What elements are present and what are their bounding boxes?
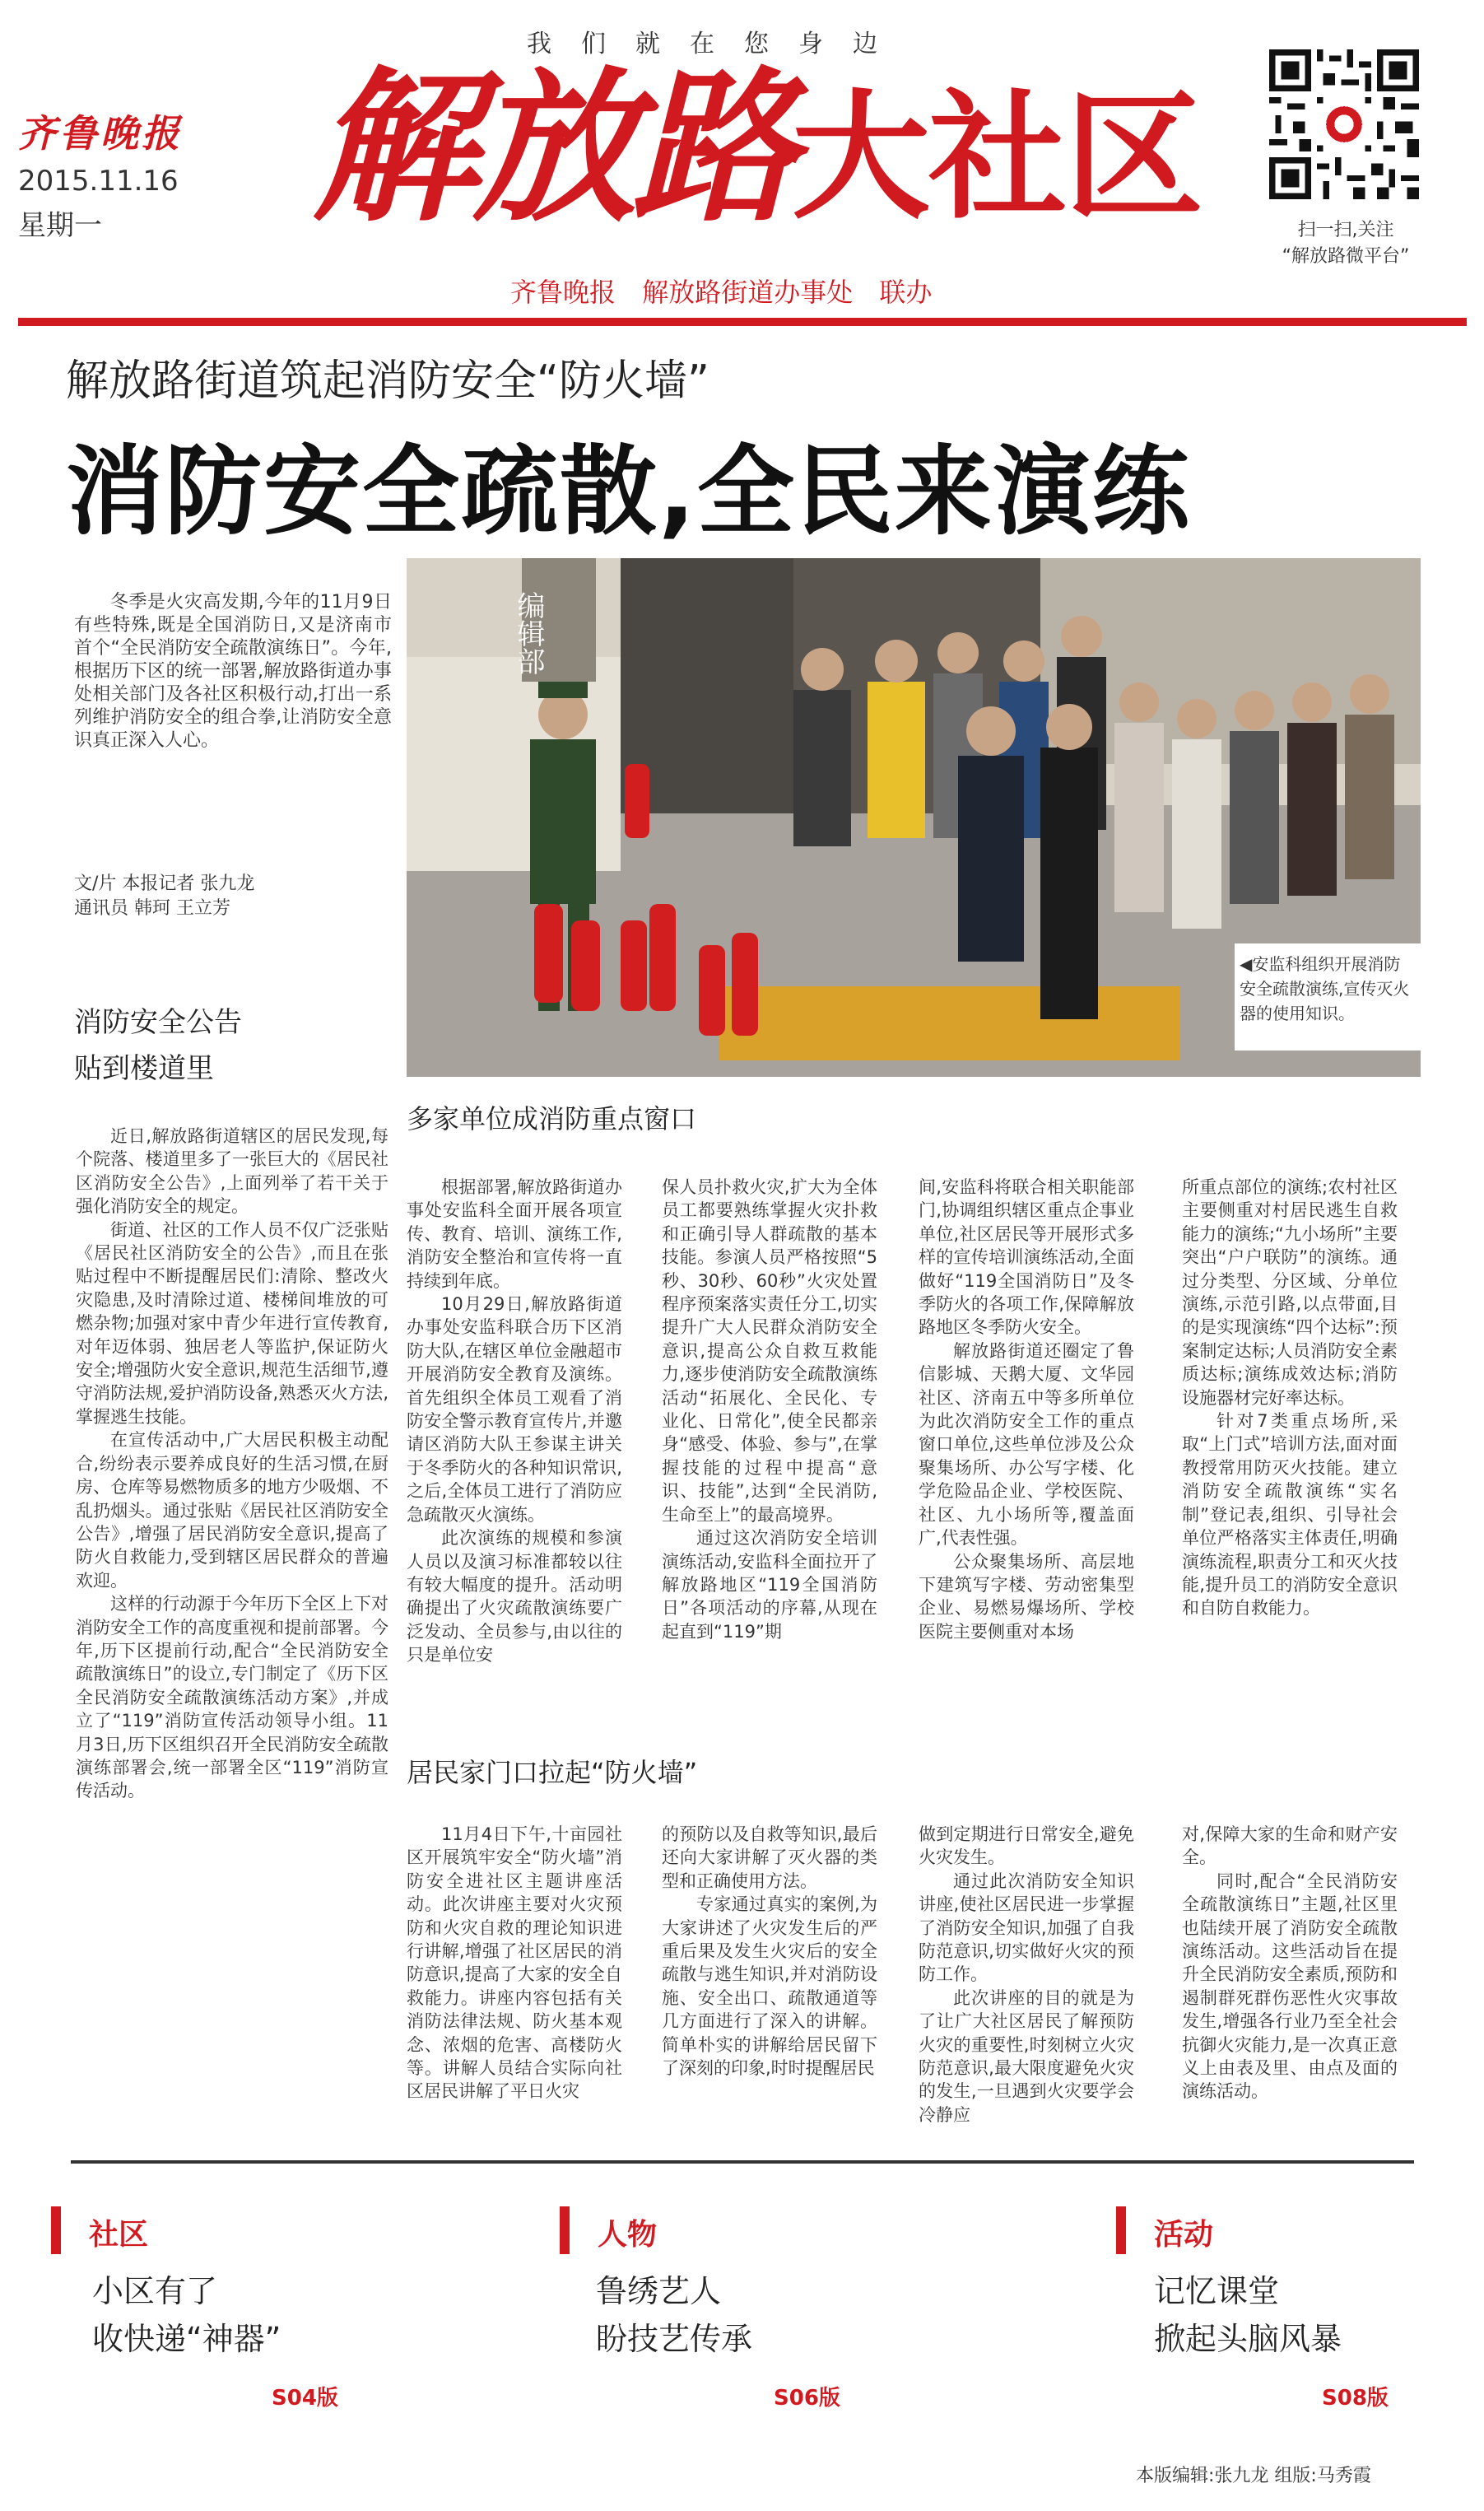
article-intro: 冬季是火灾高发期,今年的11月9日有些特殊,既是全国消防日,又是济南市首个“全民消防安全疏散演练日”。今年,根据历下区的统一部署,解放路街道办事处相关部门及各社区积极行动,打出一系列维护消防安全的组合拳,让消防安全意识真正深入人心。 (74, 592, 392, 751)
paragraph: 此次演练的规模和参演人员以及演习标准都较以往有较大幅度的提升。活动明确提出了火灾疏散演练要广泛发动、全员参与,由以往的只是单位安 (407, 1528, 622, 1665)
paragraph: 的预防以及自救等知识,最后还向大家讲解了灭火器的类型和正确使用方法。 (662, 1824, 877, 1891)
paragraph: 近日,解放路街道辖区的居民发现,每个院落、楼道里多了一张巨大的《居民社区消防安全公告》,上面列举了若干关于强化消防安全的规定。 (76, 1126, 388, 1217)
promo-page-number: S06版 (774, 2386, 840, 2411)
paragraph: 街道、社区的工作人员不仅广泛张贴《居民社区消防安全的公告》,而且在张贴过程中不断提醒居民们:清除、整改火灾隐患,及时清除过道、楼梯间堆放的可燃杂物;加强对家中青少年进行宣传教育,对年迈体弱、独居老人等监护,保证防火安全;增强防火安全意识,规范生活细节,遵守消防法规,爱护消防设备,熟悉灭火方法,掌握逃生技能。 (76, 1219, 388, 1427)
promo-headline-line1: 鲁绣艺人 (596, 2273, 722, 2309)
paragraph: 11月4日下午,十亩园社区开展筑牢安全“防火墙”消防安全进社区主题讲座活动。此次讲座主要对火灾预防和火灾自救的理论知识进行讲解,增强了社区居民的消防意识,提高了大家的安全自救能力。讲座内容包括有关消防法律法规、防火基本观念、浓烟的危害、高楼防火等。讲解人员结合实际向社区居民讲解了平日火灾 (407, 1824, 622, 2102)
paragraph: 通过这次消防安全培训演练活动,安监科全面拉开了解放路地区“119全国消防日”各项活动的序幕,从现在起直到“119”期 (662, 1528, 877, 1642)
qr-code-icon[interactable] (1269, 49, 1419, 199)
publication-date: 2015.11.16 (18, 165, 179, 198)
paragraph: 做到定期进行日常安全,避免火灾发生。 (919, 1824, 1134, 1868)
promo-community[interactable] (51, 2206, 479, 2420)
section-title-script: 解放路 (313, 51, 793, 245)
paragraph: 通过此次消防安全知识讲座,使社区居民进一步掌握了消防安全知识,加强了自我防范意识,切实做好火灾的预防工作。 (919, 1870, 1134, 1985)
promo-headline-line1: 小区有了 (92, 2273, 218, 2309)
article-headline: 消防安全疏散,全民来演练 (66, 435, 1191, 548)
article-subheadline: 解放路街道筑起消防安全“防火墙” (66, 356, 709, 406)
side-section-title: 消防安全公告 (74, 1006, 242, 1039)
promo-accent-bar (51, 2206, 61, 2254)
section1-column-2 (662, 1176, 877, 1719)
article-correspondents: 通讯员 韩珂 王立芳 (74, 898, 230, 919)
promo-category: 人物 (598, 2218, 658, 2252)
section2-column-4 (1182, 1823, 1398, 2152)
section2-column-1 (407, 1823, 622, 2152)
promo-headline-line2: 收快递“神器” (92, 2321, 281, 2357)
side-column (76, 1125, 388, 2145)
paragraph: 解放路街道还圈定了鲁信影城、天鹅大厦、文华园社区、济南五中等多所单位为此次消防安全工作的重点窗口单位,这些单位涉及公众聚集场所、办公写字楼、化学危险品企业、学校医院、社区、九小场所等,覆盖面广,代表性强。 (919, 1340, 1134, 1549)
paragraph: 这样的行动源于今年历下全区上下对消防安全工作的高度重视和提前部署。今年,历下区提前行动,配合“全民消防安全疏散演练日”的设立,专门制定了《历下区全民消防安全疏散演练活动方案》,并成立了“119”消防宣传活动领导小组。11月3日,历下区组织召开全民消防安全疏散演练部署会,统一部署全区“119”消防宣传活动。 (76, 1594, 388, 1801)
section1-column-4 (1182, 1176, 1398, 1719)
paragraph: 所重点部位的演练;农村社区主要侧重对村居民逃生自救能力的演练;“九小场所”主要突出“户户联防”的演练。通过分类型、分区域、分单位演练,示范引路,以点带面,目的是实现演练“四个达标”:预案制定达标;人员消防安全素质达标;演练成效达标;消防设施器材完好率达标。 (1182, 1177, 1398, 1408)
section-title-key-units: 多家单位成消防重点窗口 (407, 1103, 697, 1134)
promo-page-number: S04版 (272, 2386, 338, 2411)
promo-headline-line2: 盼技艺传承 (596, 2321, 753, 2357)
editor-credits: 本版编辑:张九龙 组版:马秀霞 (1136, 2466, 1371, 2486)
section-title-firewall: 居民家门口拉起“防火墙” (407, 1757, 698, 1788)
promo-accent-bar (560, 2206, 570, 2254)
sponsor-name: 齐鲁晚报 (510, 277, 616, 308)
sponsor-name: 解放路街道办事处 (642, 277, 854, 308)
paragraph: 在宣传活动中,广大居民积极主动配合,纷纷表示要养成良好的生活习惯,在厨房、仓库等易燃物质多的地方少吸烟、不乱扔烟头。通过张贴《居民社区消防安全公告》,增强了居民消防安全意识,提高了防火自救能力,受到辖区居民群众的普遍欢迎。 (76, 1430, 388, 1591)
section-title-bold: 大社区 (792, 77, 1203, 238)
paragraph: 针对7类重点场所,采取“上门式”培训方法,面对面教授常用防灭火技能。建立消防安全疏散演练“实名制”登记表,组织、引导社会单位严格落实主体责任,明确演练流程,职责分工和灭火技能,提升员工的消防安全意识和自防自救能力。 (1182, 1411, 1398, 1619)
section1-column-1 (407, 1176, 622, 1719)
footer-divider (71, 2160, 1414, 2164)
promo-headline-line2: 掀起头脑风暴 (1154, 2321, 1342, 2357)
promo-category: 社区 (89, 2218, 149, 2252)
paragraph: 保人员扑救火灾,扩大为全体员工都要熟练掌握火灾扑救和正确引导人群疏散的基本技能。参演人员严格按照“5秒、30秒、60秒”火灾处置程序预案落实责任分工,切实提升广大人民群众消防安全意识,提高公众自救互救能力,逐步使消防安全疏散演练活动“拓展化、全民化、专业化、日常化”,使全民都亲身“感受、体验、参与”,在掌握技能的过程中提高“意识、技能”,达到“全民消防,生命至上”的最高境界。 (662, 1177, 877, 1525)
promo-activity[interactable] (1116, 2206, 1462, 2420)
photo-caption: ◀安监科组织开展消防安全疏散演练,宣传灭火器的使用知识。 (1235, 943, 1421, 1051)
promo-headline-line1: 记忆课堂 (1154, 2273, 1280, 2309)
publication-weekday: 星期一 (18, 209, 102, 242)
section-title (313, 51, 1203, 245)
paper-logo: 齐鲁晚报 (18, 111, 183, 156)
sponsor-name: 联办 (879, 277, 933, 308)
paragraph: 10月29日,解放路街道办事处安监科联合历下区消防大队,在辖区单位金融超市开展消防安全教育及演练。首先组织全体员工观看了消防安全警示教育宣传片,并邀请区消防大队王参谋主讲关于冬季防火的各种知识常识,之后,全体员工进行了消防应急疏散灭火演练。 (407, 1294, 622, 1525)
paragraph: 同时,配合“全民消防安全疏散演练日”主题,社区里也陆续开展了消防安全疏散演练活动。这些活动旨在提升全民消防安全素质,预防和遏制群死群伤恶性火灾事故发生,增强各行业乃至全社会抗御火灾能力,是一次真正意义上由表及里、由点及面的演练活动。 (1182, 1870, 1398, 2102)
paragraph: 间,安监科将联合相关职能部门,协调组织辖区重点企事业单位,社区居民等开展形式多样的宣传培训演练活动,全面做好“119全国消防日”及冬季防火的各项工作,保障解放路地区冬季防火安全。 (919, 1177, 1134, 1338)
masthead-divider (18, 318, 1467, 326)
section2-column-3 (919, 1823, 1134, 2152)
section2-column-2 (662, 1823, 877, 2152)
side-section-title-line2: 贴到楼道里 (74, 1052, 214, 1085)
qr-caption: 扫一扫,关注 (1297, 220, 1394, 240)
paragraph: 对,保障大家的生命和财产安全。 (1182, 1824, 1398, 1868)
promo-people[interactable] (560, 2206, 988, 2420)
qr-caption-account: “解放路微平台” (1282, 246, 1410, 267)
sponsors-line (510, 272, 950, 310)
paragraph: 根据部署,解放路街道办事处安监科全面开展各项宣传、教育、培训、演练工作,消防安全整治和宣传将一直持续到年底。 (407, 1177, 622, 1291)
promo-accent-bar (1116, 2206, 1126, 2254)
promo-category: 活动 (1154, 2218, 1214, 2252)
paragraph: 专家通过真实的案例,为大家讲述了火灾发生后的严重后果及发生火灾后的安全疏散与逃生知识,并对消防设施、安全出口、疏散通道等几方面进行了深入的讲解。简单朴实的讲解给居民留下了深刻的印象,时时提醒居民 (662, 1894, 877, 2079)
photo-sign: 编辑部 (512, 591, 545, 675)
section1-column-3 (919, 1176, 1134, 1719)
paragraph: 此次讲座的目的就是为了让广大社区居民了解预防火灾的重要性,时刻树立火灾防范意识,最大限度避免火灾的发生,一旦遇到火灾要学会冷静应 (919, 1987, 1134, 2125)
paragraph: 公众聚集场所、高层地下建筑写字楼、劳动密集型企业、易燃易爆场所、学校医院主要侧重对本场 (919, 1551, 1134, 1642)
masthead-slogan: 我们就在您身边 (527, 30, 907, 58)
promo-page-number: S08版 (1322, 2386, 1389, 2411)
article-byline: 文/片 本报记者 张九龙 (74, 873, 255, 894)
